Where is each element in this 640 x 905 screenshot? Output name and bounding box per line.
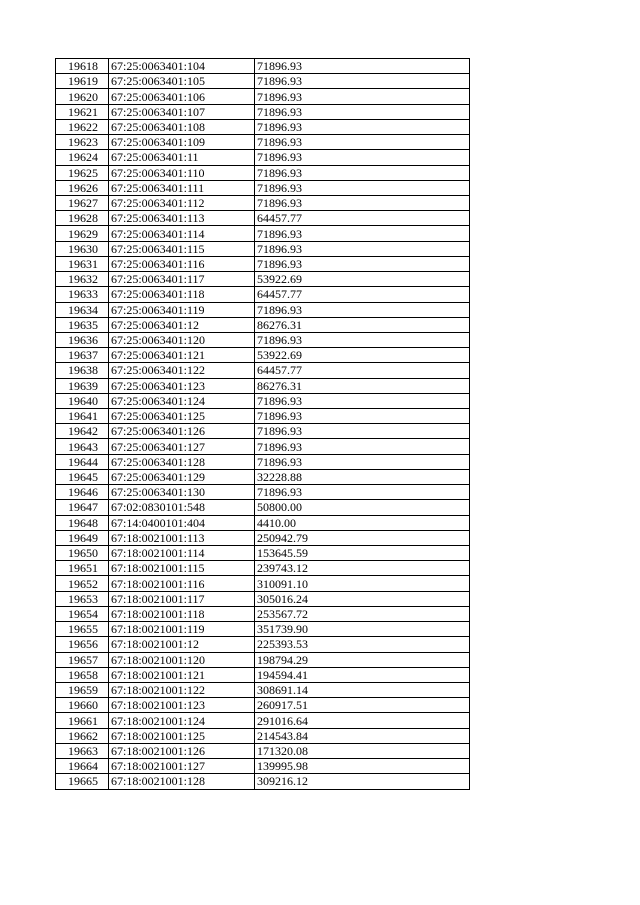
cadastral-number-cell: 67:25:0063401:104 — [109, 59, 255, 74]
row-number-cell: 19627 — [56, 195, 109, 210]
cadastral-number-cell: 67:25:0063401:115 — [109, 241, 255, 256]
value-cell: 253567.72 — [255, 606, 470, 621]
cadastral-number-cell: 67:25:0063401:12 — [109, 317, 255, 332]
table-row — [56, 287, 470, 302]
cadastral-number-cell: 67:18:0021001:117 — [109, 591, 255, 606]
table-row — [56, 256, 470, 271]
table-row — [56, 348, 470, 363]
value-cell: 309216.12 — [255, 774, 470, 789]
row-number-cell: 19630 — [56, 241, 109, 256]
row-number-cell: 19661 — [56, 713, 109, 728]
value-cell: 305016.24 — [255, 591, 470, 606]
row-number-cell: 19624 — [56, 150, 109, 165]
cadastral-number-cell: 67:18:0021001:124 — [109, 713, 255, 728]
table-body — [56, 59, 470, 790]
table-row — [56, 317, 470, 332]
table-row — [56, 439, 470, 454]
cadastral-number-cell: 67:25:0063401:11 — [109, 150, 255, 165]
cadastral-number-cell: 67:25:0063401:108 — [109, 119, 255, 134]
table-row — [56, 515, 470, 530]
cadastral-number-cell: 67:18:0021001:115 — [109, 561, 255, 576]
row-number-cell: 19626 — [56, 180, 109, 195]
table-row — [56, 530, 470, 545]
cadastral-number-cell: 67:25:0063401:116 — [109, 256, 255, 271]
cadastral-number-cell: 67:18:0021001:116 — [109, 576, 255, 591]
table-row — [56, 89, 470, 104]
table-row — [56, 211, 470, 226]
value-cell: 71896.93 — [255, 226, 470, 241]
value-cell: 291016.64 — [255, 713, 470, 728]
value-cell: 71896.93 — [255, 393, 470, 408]
value-cell: 239743.12 — [255, 561, 470, 576]
value-cell: 71896.93 — [255, 439, 470, 454]
value-cell: 71896.93 — [255, 454, 470, 469]
value-cell: 198794.29 — [255, 652, 470, 667]
row-number-cell: 19644 — [56, 454, 109, 469]
value-cell: 71896.93 — [255, 332, 470, 347]
row-number-cell: 19639 — [56, 378, 109, 393]
table-row — [56, 165, 470, 180]
value-cell: 53922.69 — [255, 348, 470, 363]
cadastral-number-cell: 67:14:0400101:404 — [109, 515, 255, 530]
table-row — [56, 667, 470, 682]
value-cell: 351739.90 — [255, 622, 470, 637]
cadastral-number-cell: 67:25:0063401:124 — [109, 393, 255, 408]
cadastral-number-cell: 67:25:0063401:130 — [109, 485, 255, 500]
row-number-cell: 19651 — [56, 561, 109, 576]
table-row — [56, 378, 470, 393]
table-row — [56, 469, 470, 484]
table-row — [56, 759, 470, 774]
row-number-cell: 19648 — [56, 515, 109, 530]
cadastral-number-cell: 67:18:0021001:126 — [109, 743, 255, 758]
cadastral-number-cell: 67:18:0021001:114 — [109, 546, 255, 561]
value-cell: 71896.93 — [255, 59, 470, 74]
row-number-cell: 19632 — [56, 272, 109, 287]
cadastral-number-cell: 67:25:0063401:126 — [109, 424, 255, 439]
row-number-cell: 19622 — [56, 119, 109, 134]
value-cell: 71896.93 — [255, 241, 470, 256]
cadastral-number-cell: 67:18:0021001:119 — [109, 622, 255, 637]
document-page — [55, 58, 469, 790]
row-number-cell: 19658 — [56, 667, 109, 682]
row-number-cell: 19618 — [56, 59, 109, 74]
row-number-cell: 19629 — [56, 226, 109, 241]
table-row — [56, 728, 470, 743]
cadastral-number-cell: 67:02:0830101:548 — [109, 500, 255, 515]
table-row — [56, 226, 470, 241]
row-number-cell: 19628 — [56, 211, 109, 226]
row-number-cell: 19653 — [56, 591, 109, 606]
value-cell: 194594.41 — [255, 667, 470, 682]
value-cell: 71896.93 — [255, 119, 470, 134]
table-row — [56, 637, 470, 652]
table-row — [56, 59, 470, 74]
row-number-cell: 19640 — [56, 393, 109, 408]
value-cell: 71896.93 — [255, 195, 470, 210]
value-cell: 71896.93 — [255, 104, 470, 119]
row-number-cell: 19636 — [56, 332, 109, 347]
cadastral-number-cell: 67:18:0021001:12 — [109, 637, 255, 652]
row-number-cell: 19637 — [56, 348, 109, 363]
value-cell: 71896.93 — [255, 165, 470, 180]
row-number-cell: 19646 — [56, 485, 109, 500]
row-number-cell: 19652 — [56, 576, 109, 591]
table-row — [56, 652, 470, 667]
table-row — [56, 363, 470, 378]
table-row — [56, 74, 470, 89]
cadastral-number-cell: 67:25:0063401:127 — [109, 439, 255, 454]
table-row — [56, 424, 470, 439]
table-row — [56, 302, 470, 317]
data-table — [55, 58, 470, 790]
value-cell: 71896.93 — [255, 150, 470, 165]
value-cell: 71896.93 — [255, 74, 470, 89]
cadastral-number-cell: 67:25:0063401:122 — [109, 363, 255, 378]
value-cell: 71896.93 — [255, 180, 470, 195]
table-row — [56, 606, 470, 621]
cadastral-number-cell: 67:25:0063401:129 — [109, 469, 255, 484]
row-number-cell: 19621 — [56, 104, 109, 119]
row-number-cell: 19657 — [56, 652, 109, 667]
cadastral-number-cell: 67:25:0063401:117 — [109, 272, 255, 287]
value-cell: 53922.69 — [255, 272, 470, 287]
value-cell: 71896.93 — [255, 302, 470, 317]
table-row — [56, 698, 470, 713]
cadastral-number-cell: 67:25:0063401:121 — [109, 348, 255, 363]
cadastral-number-cell: 67:25:0063401:113 — [109, 211, 255, 226]
row-number-cell: 19664 — [56, 759, 109, 774]
cadastral-number-cell: 67:25:0063401:110 — [109, 165, 255, 180]
cadastral-number-cell: 67:25:0063401:119 — [109, 302, 255, 317]
value-cell: 71896.93 — [255, 424, 470, 439]
value-cell: 71896.93 — [255, 135, 470, 150]
table-row — [56, 454, 470, 469]
value-cell: 71896.93 — [255, 409, 470, 424]
value-cell: 86276.31 — [255, 378, 470, 393]
cadastral-number-cell: 67:25:0063401:125 — [109, 409, 255, 424]
cadastral-number-cell: 67:18:0021001:118 — [109, 606, 255, 621]
row-number-cell: 19619 — [56, 74, 109, 89]
row-number-cell: 19660 — [56, 698, 109, 713]
value-cell: 50800.00 — [255, 500, 470, 515]
cadastral-number-cell: 67:25:0063401:120 — [109, 332, 255, 347]
row-number-cell: 19656 — [56, 637, 109, 652]
table-row — [56, 119, 470, 134]
row-number-cell: 19645 — [56, 469, 109, 484]
table-row — [56, 180, 470, 195]
cadastral-number-cell: 67:25:0063401:123 — [109, 378, 255, 393]
value-cell: 71896.93 — [255, 89, 470, 104]
cadastral-number-cell: 67:18:0021001:120 — [109, 652, 255, 667]
table-row — [56, 104, 470, 119]
value-cell: 250942.79 — [255, 530, 470, 545]
row-number-cell: 19654 — [56, 606, 109, 621]
value-cell: 308691.14 — [255, 682, 470, 697]
cadastral-number-cell: 67:25:0063401:105 — [109, 74, 255, 89]
table-row — [56, 743, 470, 758]
table-row — [56, 500, 470, 515]
row-number-cell: 19655 — [56, 622, 109, 637]
table-row — [56, 546, 470, 561]
table-row — [56, 409, 470, 424]
cadastral-number-cell: 67:25:0063401:111 — [109, 180, 255, 195]
row-number-cell: 19620 — [56, 89, 109, 104]
table-row — [56, 485, 470, 500]
cadastral-number-cell: 67:25:0063401:118 — [109, 287, 255, 302]
value-cell: 64457.77 — [255, 287, 470, 302]
cadastral-number-cell: 67:25:0063401:128 — [109, 454, 255, 469]
table-row — [56, 272, 470, 287]
table-row — [56, 332, 470, 347]
row-number-cell: 19649 — [56, 530, 109, 545]
row-number-cell: 19638 — [56, 363, 109, 378]
cadastral-number-cell: 67:25:0063401:107 — [109, 104, 255, 119]
cadastral-number-cell: 67:18:0021001:125 — [109, 728, 255, 743]
table-row — [56, 682, 470, 697]
table-row — [56, 561, 470, 576]
row-number-cell: 19647 — [56, 500, 109, 515]
row-number-cell: 19650 — [56, 546, 109, 561]
row-number-cell: 19641 — [56, 409, 109, 424]
value-cell: 214543.84 — [255, 728, 470, 743]
cadastral-number-cell: 67:18:0021001:121 — [109, 667, 255, 682]
cadastral-number-cell: 67:25:0063401:109 — [109, 135, 255, 150]
row-number-cell: 19665 — [56, 774, 109, 789]
row-number-cell: 19659 — [56, 682, 109, 697]
table-row — [56, 713, 470, 728]
row-number-cell: 19625 — [56, 165, 109, 180]
cadastral-number-cell: 67:25:0063401:112 — [109, 195, 255, 210]
row-number-cell: 19635 — [56, 317, 109, 332]
table-row — [56, 774, 470, 789]
value-cell: 64457.77 — [255, 211, 470, 226]
row-number-cell: 19631 — [56, 256, 109, 271]
row-number-cell: 19662 — [56, 728, 109, 743]
value-cell: 310091.10 — [255, 576, 470, 591]
row-number-cell: 19663 — [56, 743, 109, 758]
value-cell: 86276.31 — [255, 317, 470, 332]
row-number-cell: 19623 — [56, 135, 109, 150]
cadastral-number-cell: 67:25:0063401:114 — [109, 226, 255, 241]
cadastral-number-cell: 67:18:0021001:113 — [109, 530, 255, 545]
table-row — [56, 150, 470, 165]
row-number-cell: 19642 — [56, 424, 109, 439]
value-cell: 171320.08 — [255, 743, 470, 758]
table-row — [56, 576, 470, 591]
value-cell: 71896.93 — [255, 485, 470, 500]
value-cell: 71896.93 — [255, 256, 470, 271]
value-cell: 139995.98 — [255, 759, 470, 774]
row-number-cell: 19643 — [56, 439, 109, 454]
table-row — [56, 591, 470, 606]
table-row — [56, 135, 470, 150]
value-cell: 4410.00 — [255, 515, 470, 530]
cadastral-number-cell: 67:18:0021001:122 — [109, 682, 255, 697]
value-cell: 64457.77 — [255, 363, 470, 378]
table-row — [56, 393, 470, 408]
cadastral-number-cell: 67:18:0021001:123 — [109, 698, 255, 713]
cadastral-number-cell: 67:18:0021001:127 — [109, 759, 255, 774]
value-cell: 153645.59 — [255, 546, 470, 561]
table-row — [56, 622, 470, 637]
table-row — [56, 195, 470, 210]
table-row — [56, 241, 470, 256]
row-number-cell: 19633 — [56, 287, 109, 302]
value-cell: 32228.88 — [255, 469, 470, 484]
cadastral-number-cell: 67:25:0063401:106 — [109, 89, 255, 104]
value-cell: 260917.51 — [255, 698, 470, 713]
cadastral-number-cell: 67:18:0021001:128 — [109, 774, 255, 789]
row-number-cell: 19634 — [56, 302, 109, 317]
value-cell: 225393.53 — [255, 637, 470, 652]
